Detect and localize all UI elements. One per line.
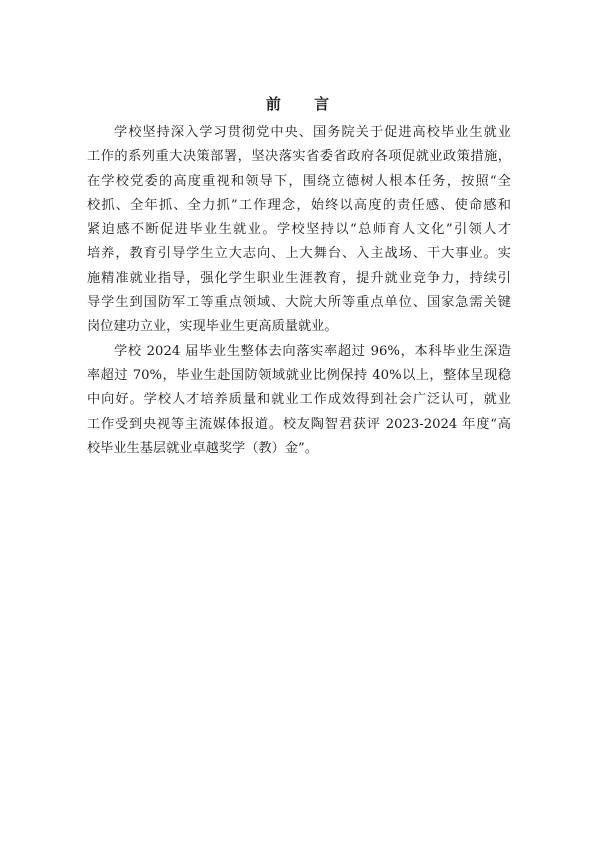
paragraph-line: 工作受到央视等主流媒体报道。校友陶智君获评 2023-2024 年度“高	[87, 416, 511, 432]
paragraph-line: 学校坚持深入学习贯彻党中央、国务院关于促进高校毕业生就业	[114, 125, 511, 140]
paragraph-line: 中向好。学校人才培养质量和就业工作成效得到社会广泛认可，就业	[87, 392, 511, 408]
paragraph-line: 工作的系列重大决策部署，坚决落实省委省政府各项促就业政策措施，	[87, 149, 511, 165]
document-body	[87, 121, 511, 461]
paragraph-line: 紧迫感不断促进毕业生就业。学校坚持以“总师育人文化”引领人才	[87, 222, 511, 238]
paragraph-2	[87, 340, 511, 461]
paragraph-line: 校毕业生基层就业卓越奖学（教）金”。	[87, 440, 318, 456]
paragraph-line: 学校 2024 届毕业生整体去向落实率超过 96%，本科毕业生深造	[114, 343, 511, 359]
paragraph-line: 校抓、全年抓、全力抓”工作理念，始终以高度的责任感、使命感和	[87, 197, 511, 213]
paragraph-1	[87, 121, 511, 340]
paragraph-line: 施精准就业指导，强化学生职业生涯教育，提升就业竞争力，持续引	[87, 270, 511, 286]
paragraph-line: 导学生到国防军工等重点领域、大院大所等重点单位、国家急需关键	[87, 295, 511, 311]
page-title: 前 言	[265, 95, 344, 113]
paragraph-line: 在学校党委的高度重视和领导下，围绕立德树人根本任务，按照“全	[87, 173, 511, 189]
paragraph-line: 率超过 70%，毕业生赴国防领域就业比例保持 40%以上，整体呈现稳	[87, 367, 511, 383]
paragraph-line: 培养，教育引导学生立大志向、上大舞台、入主战场、干大事业。实	[87, 246, 511, 262]
paragraph-line: 岗位建功立业，实现毕业生更高质量就业。	[87, 319, 338, 335]
